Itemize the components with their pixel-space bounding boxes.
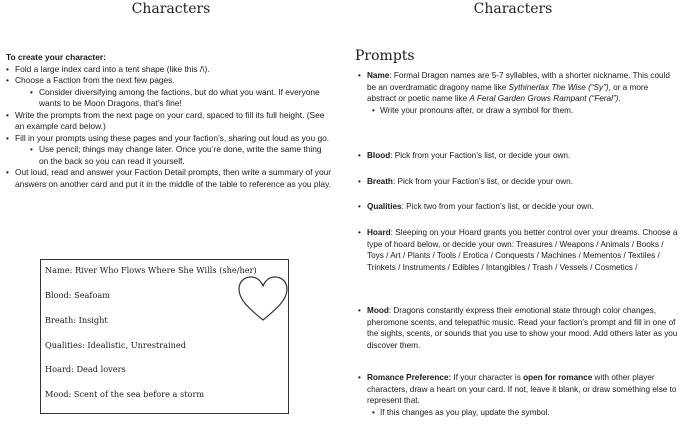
- prompt-text: .: [618, 94, 621, 103]
- prompts-heading: Prompts: [355, 48, 415, 64]
- prompt-text: : Sleeping on your Hoard grants you better control over your dreams. Choose a type of hoard below, or decide your own: Treasures / Weapons / Animals / Books / Toys / Art / Plants / Tools / Erotica / Conquests / Machines / Mementos / Textiles / Trinkets / Instruments / Edibles / Intangibles / Trash / Vessels / Cosmetics /: [367, 228, 678, 272]
- steps-list: [6, 64, 332, 191]
- prompt-text: : Dragons constantly express their emotional state through color changes, pheromone scents, and telepathic music. Read your faction’s prompt and fill in one of the sights, scents, or sounds that you use to show your mood. Add others later as you discover them.: [367, 306, 678, 350]
- prompt-mood-item: [358, 305, 678, 351]
- step-item: • Out loud, read and answer your Faction Detail prompts, then write a summary of your answers on another card and put it in the middle of the table to reference as you play.: [6, 167, 332, 190]
- prompt-qualities-item: [358, 201, 678, 213]
- prompt-breath: [358, 176, 678, 188]
- prompt-label: Blood: [367, 151, 391, 160]
- prompt-hoard-item: [358, 227, 678, 273]
- prompt-example: Sythinerlax The Wise (“Sy”): [508, 82, 609, 92]
- page-title-left: Characters: [131, 1, 211, 17]
- step-item: • Write the prompts from the next page on your card, spaced to fill its full height. (See an example card below.): [6, 110, 332, 133]
- step-item: • Choose a Faction from the next few pages.: [6, 75, 332, 87]
- prompt-example: A Feral Garden Grows Rampant (“Feral”): [469, 94, 619, 103]
- prompt-text: : Pick from your Faction’s list, or decide your own.: [392, 177, 573, 186]
- prompt-text: : Formal Dragon names are 5-7 syllables, with a shorter nickname. This could be an overdramatic dragony name like: [367, 71, 670, 92]
- step-item: • Fill in your prompts using these pages and your faction’s, sharing out loud as you go.: [6, 133, 332, 145]
- prompt-label: Hoard: [367, 228, 391, 237]
- prompt-text: : Pick from your Faction’s list, or decide your own.: [390, 151, 571, 160]
- section-heading: To create your character:: [6, 52, 106, 62]
- card-line-hoard: Hoard: Dead lovers: [45, 364, 126, 374]
- prompt-text: : Pick two from your faction’s list, or decide your own.: [401, 202, 594, 211]
- prompt-label: Breath: [367, 177, 393, 186]
- prompt-sub-item: • Write your pronouns after, or draw a symbol for them.: [358, 105, 678, 117]
- right-page: [342, 0, 684, 430]
- prompt-text: with other player characters, draw a heart on your card. If not, leave it blank, or draw something else to represent that.: [367, 373, 677, 405]
- prompt-label: Name: [367, 71, 390, 80]
- prompt-blood: [358, 150, 678, 162]
- heart-icon: [237, 275, 289, 323]
- prompt-name-item: [358, 70, 678, 105]
- prompt-sub-item: • If this changes as you play, update the symbol.: [358, 407, 678, 419]
- prompt-qualities: [358, 201, 678, 213]
- prompt-text: If your character is: [451, 373, 524, 382]
- card-line-qualities: Qualities: Idealistic, Unrestrained: [45, 340, 186, 350]
- prompt-romance: [358, 372, 678, 418]
- prompt-romance-item: [358, 372, 678, 407]
- prompt-label: Qualities: [367, 202, 402, 211]
- prompt-label: Romance Preference:: [367, 373, 452, 382]
- card-line-breath: Breath: Insight: [45, 315, 108, 325]
- create-character-section: [6, 52, 332, 190]
- sub-step-item: • Consider diversifying among the factions, but do what you want. If everyone wants to be Moon Dragons, that’s fine!: [6, 87, 332, 110]
- page-title-right: Characters: [473, 1, 553, 17]
- sub-step-item: • Use pencil; things may change later. Once you’re done, write the same thing on the back so you can read it yourself.: [6, 144, 332, 167]
- prompt-hoard: [358, 227, 678, 273]
- step-item: • Fold a large index card into a tent shape (like this /\).: [6, 64, 332, 76]
- prompt-breath-item: [358, 176, 678, 188]
- prompt-mood: [358, 305, 678, 351]
- card-line-blood: Blood: Seafoam: [45, 290, 111, 300]
- prompt-emphasis: open for romance: [523, 373, 593, 382]
- prompt-text: , or a more abstract or poetic name like: [367, 82, 649, 103]
- prompt-label: Mood: [367, 306, 389, 315]
- prompt-blood-item: [358, 150, 678, 162]
- prompt-name: [358, 70, 678, 116]
- card-line-mood: Mood: Scent of the sea before a storm: [45, 389, 205, 399]
- card-line-name: Name: River Who Flows Where She Wills (she/her): [45, 265, 257, 275]
